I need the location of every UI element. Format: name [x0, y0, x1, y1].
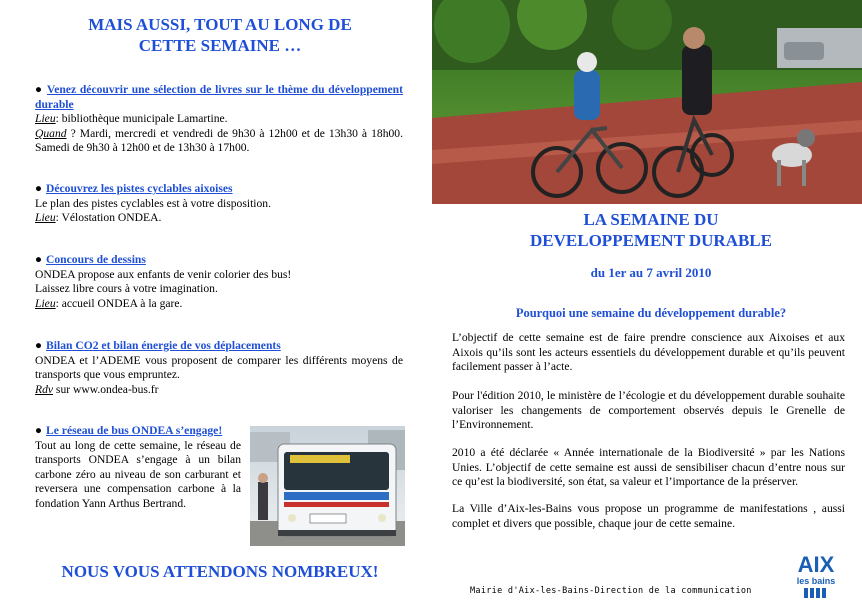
event-text: ONDEA et l’ADEME vous proposent de comparer les différents moyens de transports que vous empruntez. [35, 353, 403, 382]
paragraph-objective: L’objectif de cette semaine est de faire prendre conscience aux Aixoises et aux Aixois qu’ils sont les acteurs essentiels du développement durable et qu’ils peuvent facilement passer à l’acte. [452, 331, 845, 374]
event-heading-books[interactable]: Venez découvrir une sélection de livres sur le thème du développement durable [35, 83, 403, 111]
logo-icon [790, 548, 842, 600]
bullet-icon: ● [35, 424, 43, 437]
right-title-line1: LA SEMAINE DU [583, 210, 719, 229]
event-heading-bike-paths[interactable]: Découvrez les pistes cyclables aixoises [46, 182, 233, 195]
quand-text: ? Mardi, mercredi et vendredi de 9h30 à 12h00 et de 13h30 à 18h00. Samedi de 9h30 à 12h00 et de 13h30 à 17h00. [35, 126, 403, 155]
lieu-label: Lieu [35, 211, 56, 225]
bus-illustration [250, 426, 405, 546]
rdv-text[interactable]: sur www.ondea-bus.fr [53, 382, 159, 396]
bullet-icon: ● [35, 83, 43, 96]
bullet-icon: ● [35, 182, 43, 195]
event-text: Tout au long de cette semaine, le réseau de transports ONDEA s’engage à un bilan carbone zéro au niveau de son carburant et reversera une compensation carbone à la fondation Yann Arthus Bertrand. [35, 438, 241, 510]
cyclists-photo [432, 0, 862, 204]
event-item-bike-paths [35, 182, 403, 226]
paragraph-program: La Ville d’Aix-les-Bains vous propose un programme de manifestations , aussi complet et divers que possible, chaque jour de cette semaine. [452, 502, 845, 530]
lieu-label: Lieu [35, 112, 56, 126]
bullet-icon: ● [35, 253, 43, 266]
event-heading-co2[interactable]: Bilan CO2 et bilan énergie de vos déplacements [46, 339, 281, 352]
quand-label: Quand [35, 126, 67, 140]
svg-text:AIX: AIX [797, 552, 835, 577]
event-heading-bus-network[interactable]: Le réseau de bus ONDEA s’engage! [46, 424, 223, 437]
rdv-label: Rdv [35, 382, 54, 396]
left-title-line2: CETTE SEMAINE … [138, 36, 302, 55]
lieu-text: : accueil ONDEA à la gare. [55, 296, 183, 310]
footer-credit: Mairie d'Aix-les-Bains-Direction de la communication [470, 586, 752, 596]
left-title-line1: MAIS AUSSI, TOUT AU LONG DE [88, 15, 352, 34]
event-text: ONDEA propose aux enfants de venir colorier des bus! [35, 267, 292, 281]
event-text: Le plan des pistes cyclables est à votre disposition. [35, 196, 272, 210]
section-question: Pourquoi une semaine du développement durable? [515, 306, 787, 320]
lieu-text: : bibliothèque municipale Lamartine. [55, 112, 228, 126]
left-title [40, 14, 400, 56]
bullet-icon: ● [35, 339, 43, 352]
event-dates: du 1er au 7 avril 2010 [590, 265, 712, 280]
cyclists-illustration [432, 0, 862, 204]
svg-text:les bains: les bains [796, 576, 836, 586]
event-text: Laissez libre cours à votre imagination. [35, 282, 218, 296]
right-title [440, 209, 862, 251]
lieu-text: : Vélostation ONDEA. [55, 211, 162, 225]
event-heading-drawing[interactable]: Concours de dessins [46, 253, 146, 266]
event-item-books [35, 83, 403, 156]
paragraph-ministry: Pour l'édition 2010, le ministère de l’écologie et du développement durable souhaite valoriser les changements de comportement observés depuis le Grenelle de l’Environnement. [452, 389, 845, 432]
bus-photo [250, 426, 405, 546]
closing-banner: NOUS VOUS ATTENDONS NOMBREUX! [61, 562, 379, 581]
paragraph-biodiversity: 2010 a été déclarée « Année internationale de la Biodiversité » par les Nations Unies. L’objectif de cette semaine est aussi de sensibiliser chacun d’entre nous sur ce qu’est la biodiversité, son état, sa valeur et l’importance de la préserver. [452, 446, 845, 489]
aix-les-bains-logo [790, 548, 842, 600]
lieu-label: Lieu [35, 296, 56, 310]
event-item-co2 [35, 339, 403, 397]
event-item-bus-network [35, 424, 241, 512]
event-item-drawing [35, 253, 403, 311]
right-title-line2: DEVELOPPEMENT DURABLE [530, 231, 772, 250]
